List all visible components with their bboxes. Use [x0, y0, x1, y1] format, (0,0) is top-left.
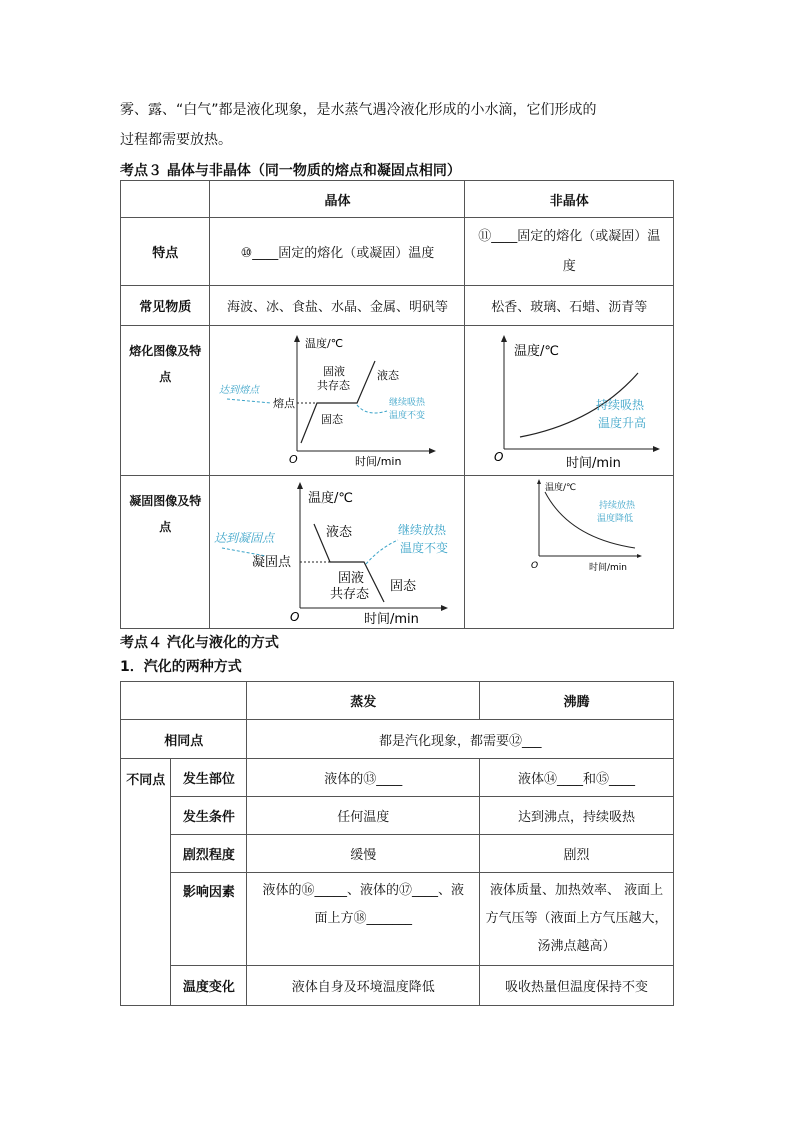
melt-crystal-coexist-1: 固液 [323, 364, 346, 378]
melt-non-note-1: 持续吸热 [596, 397, 645, 412]
freeze-crystal-cell [210, 476, 465, 629]
freeze-non-xlabel: 时间/min [589, 563, 628, 573]
loc-evap: 液体的⑬____ [247, 759, 480, 797]
same-text: 都是汽化现象，都需要⑫___ [247, 720, 674, 759]
feature-noncrystal [465, 218, 674, 286]
freeze-crystal-xlabel: 时间/min [364, 612, 420, 626]
melt-crystal-origin: O [289, 452, 299, 466]
intro-line-1: 雾、露、“白气”都是液化现象，是水蒸气遇冷液化形成的小水滴，它们形成的 [120, 102, 597, 118]
melt-non-graph [474, 331, 664, 471]
row-condition: 发生条件 [171, 797, 247, 835]
freeze-crystal-liquid: 液态 [326, 525, 353, 540]
freeze-non-ylabel: 温度/℃ [545, 483, 577, 493]
freeze-non-cell [465, 476, 674, 629]
feature-crystal: ⑩____固定的熔化（或凝固）温度 [210, 218, 465, 286]
melt-crystal-cell [210, 326, 465, 476]
intro-line-2: 过程都需要放热。 [120, 132, 232, 148]
freeze-non-origin: O [531, 561, 539, 571]
loc-boil: 液体⑭____和⑮____ [480, 759, 674, 797]
melt-crystal-graph [217, 331, 457, 471]
common-noncrystal: 松香、玻璃、石蜡、沥青等 [465, 286, 674, 326]
fac-boil-l3: 汤沸点越高） [537, 939, 616, 954]
freeze-non-note-2: 温度降低 [597, 514, 634, 524]
melt-crystal-ylabel: 温度/℃ [305, 336, 344, 350]
cond-evap: 任何温度 [247, 797, 480, 835]
row-diff: 不同点 [121, 759, 171, 1006]
feature-non-line1: ⑪____固定的熔化（或凝固）温 [478, 228, 661, 244]
corner-cell [121, 181, 210, 218]
melt-crystal-solid: 固态 [321, 412, 344, 426]
melt-crystal-note-left: 达到熔点 [219, 384, 260, 396]
fac-evap [247, 873, 480, 966]
vaporization-table [120, 681, 674, 1006]
cond-boil: 达到沸点，持续吸热 [480, 797, 674, 835]
melt-crystal-note-right-2: 温度不变 [389, 410, 426, 421]
melt-non-cell [465, 326, 674, 476]
freeze-crystal-point: 凝固点 [252, 555, 292, 570]
fac-evap-l2: 面上方⑱_______ [314, 911, 413, 926]
row-intensity: 剧烈程度 [171, 835, 247, 873]
temp-boil: 吸收热量但温度保持不变 [480, 966, 674, 1006]
row-melt-l1: 熔化图像及特 [129, 344, 202, 358]
row-melt [121, 326, 210, 476]
feature-non-line2: 度 [562, 258, 576, 274]
section3-heading: 考点３ 晶体与非晶体（同一物质的熔点和凝固点相同） [120, 163, 461, 179]
corner-cell-2 [121, 682, 247, 720]
int-boil: 剧烈 [480, 835, 674, 873]
fac-boil [480, 873, 674, 966]
common-crystal: 海波、冰、食盐、水晶、金属、明矾等 [210, 286, 465, 326]
melt-non-xlabel: 时间/min [566, 455, 622, 471]
row-common: 常见物质 [121, 286, 210, 326]
freeze-crystal-origin: O [290, 610, 300, 624]
temp-evap: 液体自身及环境温度降低 [247, 966, 480, 1006]
fac-boil-l2: 方气压等（液面上方气压越大， [485, 911, 668, 926]
fac-evap-l1: 液体的⑯_____、液体的⑰____、液 [262, 883, 465, 898]
melt-crystal-note-right-1: 继续吸热 [389, 397, 426, 408]
melt-crystal-coexist-2: 共存态 [317, 378, 351, 392]
melt-crystal-point: 熔点 [273, 396, 296, 410]
freeze-non-note-1: 持续放热 [599, 501, 636, 511]
freeze-crystal-coexist-2: 共存态 [330, 587, 370, 602]
freeze-crystal-note-right-1: 继续放热 [398, 523, 447, 537]
row-factor: 影响因素 [171, 873, 247, 966]
freeze-crystal-ylabel: 温度/℃ [308, 491, 354, 506]
col-boiling: 沸腾 [480, 682, 674, 720]
row-melt-l2: 点 [159, 370, 172, 384]
row-same: 相同点 [121, 720, 247, 759]
melt-non-note-2: 温度升高 [598, 415, 647, 430]
fac-boil-l1: 液体质量、加热效率、 液面上 [489, 883, 664, 898]
row-freeze-l1: 凝固图像及特 [129, 494, 202, 508]
crystal-table [120, 180, 674, 629]
col-crystal: 晶体 [210, 181, 465, 218]
melt-non-ylabel: 温度/℃ [514, 343, 560, 359]
row-location: 发生部位 [171, 759, 247, 797]
int-evap: 缓慢 [247, 835, 480, 873]
melt-crystal-xlabel: 时间/min [355, 454, 402, 468]
freeze-crystal-coexist-1: 固液 [338, 571, 365, 586]
row-feature: 特点 [121, 218, 210, 286]
col-noncrystal: 非晶体 [465, 181, 674, 218]
section4-sub: 1．汽化的两种方式 [120, 659, 242, 675]
freeze-crystal-graph [214, 478, 460, 626]
melt-crystal-liquid: 液态 [377, 368, 400, 382]
freeze-crystal-solid: 固态 [390, 579, 417, 594]
section4-heading: 考点４ 汽化与液化的方式 [120, 635, 279, 651]
col-evaporation: 蒸发 [247, 682, 480, 720]
melt-non-origin: O [494, 449, 504, 464]
intro-paragraph [120, 95, 680, 155]
freeze-non-graph [489, 476, 649, 576]
freeze-crystal-note-left: 达到凝固点 [214, 531, 275, 545]
row-temp: 温度变化 [171, 966, 247, 1006]
row-freeze-l2: 点 [159, 520, 172, 534]
row-freeze [121, 476, 210, 629]
freeze-crystal-note-right-2: 温度不变 [400, 541, 449, 555]
